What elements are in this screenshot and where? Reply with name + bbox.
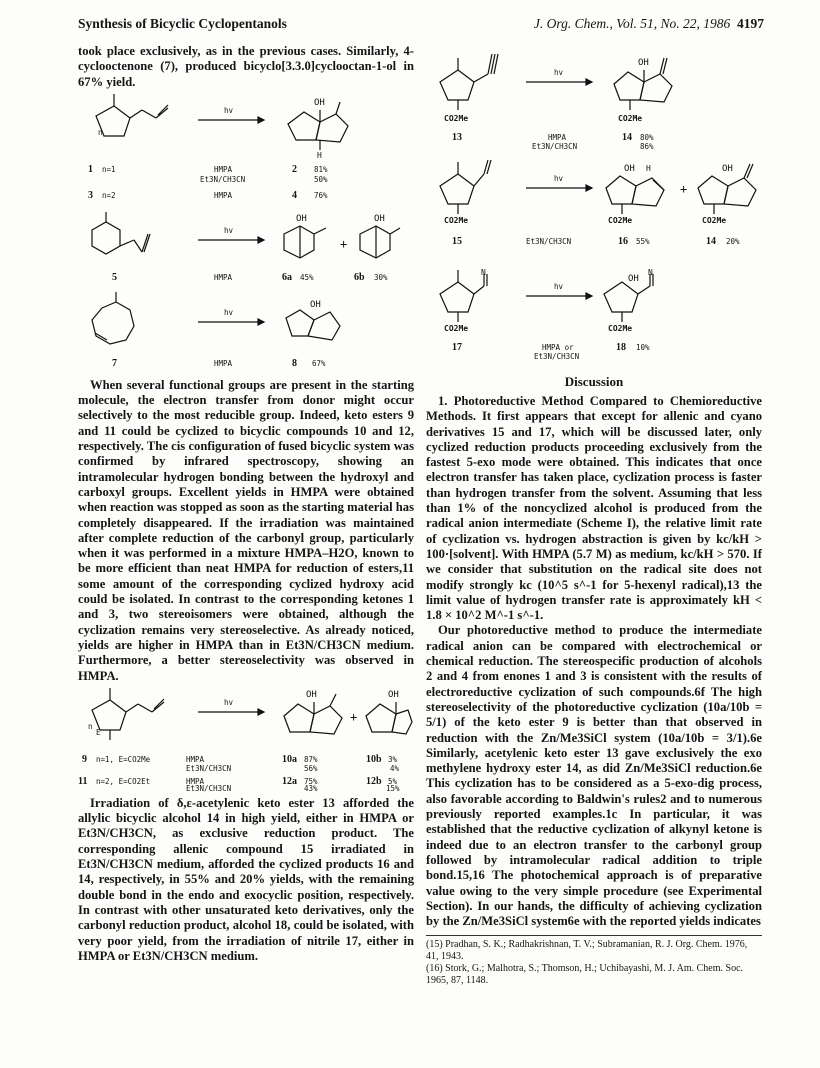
scheme1-h-label: H bbox=[317, 150, 322, 160]
scheme2-oh-label-b: OH bbox=[374, 213, 385, 224]
compound-14-yield1: 80% bbox=[640, 133, 654, 142]
section-title-discussion: Discussion bbox=[564, 374, 624, 389]
compound-10b-yield1: 3% bbox=[388, 754, 398, 764]
compound-13-ester: CO2Me bbox=[444, 114, 469, 123]
compound-15-ester: CO2Me bbox=[444, 216, 469, 225]
intro-paragraph: took place exclusively, as in the previous cases. Similarly, 4-cyclooctenone (7), produced bicyclo[3.3.0]cyclooctan-1-ol in 67% yield. bbox=[78, 44, 414, 89]
ring-size-subscript: n bbox=[98, 127, 103, 137]
scheme-nitrile bbox=[426, 268, 762, 368]
compound-10a-yield2: 56% bbox=[304, 763, 318, 773]
compound-4-yield: 76% bbox=[314, 190, 328, 200]
scheme1-hv-label: hv bbox=[224, 105, 234, 115]
scheme-enone-cyclization bbox=[78, 94, 414, 206]
compound-9-desc: n=1, E=CO2Me bbox=[96, 754, 151, 764]
compound-2-yield2: 50% bbox=[314, 174, 328, 184]
compound-12a-yield2: 43% bbox=[304, 783, 318, 793]
compound-2-yield1: 81% bbox=[314, 164, 328, 174]
compound-14b-yield: 20% bbox=[726, 237, 740, 246]
compound-1-number: 1 bbox=[88, 163, 93, 175]
scheme2-hv-label: hv bbox=[224, 225, 234, 235]
scheme-allenic bbox=[426, 160, 762, 264]
footnote-15: (15) Pradhan, S. K.; Radhakrishnan, T. V.; Subramanian, R. J. Org. Chem. 1976, 41, 1943. bbox=[426, 939, 748, 963]
compound-10a-number: 10a bbox=[282, 753, 297, 765]
scheme6-plus: + bbox=[680, 182, 688, 196]
scheme4-e-label: E bbox=[96, 727, 101, 737]
scheme-3-structures bbox=[78, 292, 414, 374]
compound-11-number: 11 bbox=[78, 775, 88, 787]
compound-2-number: 2 bbox=[292, 163, 297, 175]
acetylenic-paragraph: Irradiation of δ,ε-acetylenic keto ester 13 afforded the allylic bicyclic alcohol 14 in high yield, either in HMPA or Et3N/CH3CN, as exclusive reduction product. The corresponding allenic compound 15 irradiated in Et3N/CH3CN medium, afforded the cyclized products 16 and 14, respectively, in 55% and 20% yields, with the remaining double bond in the endo and exocyclic position, respectively. In contrast with other unsaturated keto derivatives, only the carbonyl reduction product, alcohol 18, could be isolated, with very poor yield, from the irradiation of nitrile 17, either in HMPA or Et3N/CH3CN medium. bbox=[78, 795, 414, 963]
compound-10b-number: 10b bbox=[366, 753, 382, 765]
compound-5-cond: HMPA bbox=[214, 272, 233, 282]
compound-1-cond2: Et3N/CH3CN bbox=[200, 174, 246, 184]
left-column bbox=[78, 44, 414, 964]
compound-15-cond: Et3N/CH3CN bbox=[526, 237, 572, 246]
compound-17-ester: CO2Me bbox=[444, 324, 469, 333]
compound-18-nitrogen: N bbox=[648, 268, 653, 277]
compound-6b-yield: 30% bbox=[374, 272, 388, 282]
compound-8-number: 8 bbox=[292, 357, 297, 369]
scheme-cyclooctenone bbox=[78, 292, 414, 374]
right-column bbox=[426, 40, 762, 987]
compound-14-yield2: 86% bbox=[640, 142, 654, 151]
compound-6a-number: 6a bbox=[282, 271, 292, 283]
compound-12b-number: 12b bbox=[366, 775, 382, 787]
compound-6a-yield: 45% bbox=[300, 272, 314, 282]
compound-3-ringsize: n=2 bbox=[102, 190, 116, 200]
compound-11-cond2: Et3N/CH3CN bbox=[186, 783, 232, 793]
scheme4-hv-label: hv bbox=[224, 697, 234, 707]
compound-3-cond: HMPA bbox=[214, 190, 233, 200]
compound-11-desc: n=2, E=CO2Et bbox=[96, 776, 151, 786]
compound-7-cond: HMPA bbox=[214, 358, 233, 368]
journal-citation: J. Org. Chem., Vol. 51, No. 22, 1986 bbox=[533, 16, 731, 31]
compound-12b-yield1: 5% bbox=[388, 776, 398, 786]
compound-14b-ester: CO2Me bbox=[702, 216, 727, 225]
scheme4-oh-label: OH bbox=[306, 689, 317, 700]
compound-4-number: 4 bbox=[292, 189, 297, 201]
compound-14-number: 14 bbox=[622, 132, 632, 143]
scheme5-hv-label: hv bbox=[554, 68, 564, 77]
scheme6-h-label: H bbox=[646, 164, 651, 173]
running-header-title: Synthesis of Bicyclic Cyclopentanols bbox=[78, 16, 287, 31]
compound-18-ester: CO2Me bbox=[608, 324, 633, 333]
scheme5-oh-label: OH bbox=[638, 58, 649, 68]
scheme6-oh-label: OH bbox=[624, 164, 635, 174]
scheme6-oh-label-b: OH bbox=[722, 164, 733, 174]
scheme3-oh-label: OH bbox=[310, 299, 321, 310]
compound-9-cond2: Et3N/CH3CN bbox=[186, 763, 232, 773]
compound-16-ester: CO2Me bbox=[608, 216, 633, 225]
compound-13-number: 13 bbox=[452, 132, 462, 143]
compound-14b-number: 14 bbox=[706, 236, 716, 247]
compound-17-number: 17 bbox=[452, 342, 462, 353]
compound-12b-yield2: 15% bbox=[386, 783, 400, 793]
footnote-divider bbox=[426, 935, 762, 936]
compound-16-number: 16 bbox=[618, 236, 628, 247]
compound-17-cond1: HMPA or bbox=[542, 343, 574, 352]
compound-7-number: 7 bbox=[112, 357, 117, 369]
compound-16-yield: 55% bbox=[636, 237, 650, 246]
compound-14-ester: CO2Me bbox=[618, 114, 643, 123]
scheme-cyclohexanone bbox=[78, 210, 414, 288]
footnote-16: (16) Stork, G.; Malhotra, S.; Thomson, H.; Uchibayashi, M. J. Am. Chem. Soc. 1965, 87, 1148. bbox=[426, 963, 744, 987]
compound-8-yield: 67% bbox=[312, 358, 326, 368]
compound-13-cond1: HMPA bbox=[548, 133, 567, 142]
scheme6-hv-label: hv bbox=[554, 174, 564, 183]
compound-10a-yield1: 87% bbox=[304, 754, 318, 764]
compound-1-cond1: HMPA bbox=[214, 164, 233, 174]
keto-ester-paragraph: When several functional groups are present in the starting molecule, the electron transfer from donor might occur selectively to the most reducible group. Indeed, keto esters 9 and 11 could be cyclized to bicyclic compounds 10 and 12, respectively. The cis configuration of fused bicyclic system was confirmed by infrared spectroscopy, showing an intramolecular hydrogen bonding between the hydroxyl and carboxyl groups. Excellent yields in HMPA were obtained when reaction was stopped as soon as the starting material has completely disappeared. If the irradiation was maintained after complete reduction of the carbonyl group, particularly when it was performed in a mixture HMPA–H2O, known to be more efficient than neat HMPA for reduction of esters,11 some amount of the corresponding cyclized hydroxy acid could be isolated. In contrast to the corresponding ketones 1 and 3, two stereoisomers were obtained, although the cyclization remains very stereoselective. As already noticed, yields are higher in HMPA than in Et3N/CH3CN medium. Furthermore, a better stereoselectivity was observed in HMPA. bbox=[78, 377, 414, 683]
compound-6b-number: 6b bbox=[354, 271, 365, 283]
compound-17-nitrogen: N bbox=[481, 268, 486, 277]
compound-10b-yield2: 4% bbox=[390, 763, 400, 773]
compound-13-cond2: Et3N/CH3CN bbox=[532, 142, 578, 151]
scheme-keto-esters bbox=[78, 688, 414, 792]
compound-5-number: 5 bbox=[112, 271, 117, 283]
compound-9-cond1: HMPA bbox=[186, 754, 205, 764]
compound-17-cond2: Et3N/CH3CN bbox=[534, 352, 580, 361]
compound-15-number: 15 bbox=[452, 236, 462, 247]
compound-3-number: 3 bbox=[88, 189, 93, 201]
scheme-5-structures bbox=[426, 44, 762, 156]
scheme-7-structures bbox=[426, 268, 762, 368]
scheme2-plus: + bbox=[340, 236, 348, 251]
compound-1-ringsize: n=1 bbox=[102, 164, 116, 174]
compound-12a-yield1: 75% bbox=[304, 776, 318, 786]
scheme-1-structures bbox=[78, 94, 414, 206]
scheme3-hv-label: hv bbox=[224, 307, 234, 317]
compound-11-cond1: HMPA bbox=[186, 776, 205, 786]
running-header-journal bbox=[534, 16, 764, 32]
compound-9-number: 9 bbox=[82, 753, 87, 765]
scheme7-oh-label: OH bbox=[628, 274, 639, 284]
scheme4-n-subscript: n bbox=[88, 721, 93, 731]
compound-18-number: 18 bbox=[616, 342, 626, 353]
scheme4-plus: + bbox=[350, 709, 358, 724]
page-number: 4197 bbox=[737, 16, 764, 31]
scheme7-hv-label: hv bbox=[554, 282, 564, 291]
scheme4-oh-label-b: OH bbox=[388, 689, 399, 700]
scheme2-oh-label: OH bbox=[296, 213, 307, 224]
scheme-6-structures bbox=[426, 160, 762, 264]
scheme1-oh-label: OH bbox=[314, 97, 325, 108]
discussion-paragraph-2: Our photoreductive method to produce the intermediate radical anion can be compared with electrochemical or chemical reduction. The stereospecific production of alcohols 2 and 4 from enones 1 and 3 is consistent with the results of electroreductive cyclization of such compounds.6f The high stereoselectivity of the photoreductive cyclization (10a/10b = 5/1) of the keto ester 9 is better than that observed in reduction with the Zn/Me3SiCl system (10a/10b = 3/1).6e Similarly, acetylenic keto ester 13 gave exclusively the exo methylene hydroxy ester 14, as did Zn/Me3SiCl reduction.6e This cyclization has to be considered as a 5-exo-dig process, also favorable according to Baldwin's rules2 and to numerous previously reported examples.1c In particular, it was established that the reductive cyclization of alkynyl ketone is indeed due to an electron transfer to the carbonyl group followed by intramolecular radical addition to triple bond.15,16 The photochemical approach is of preparative value owing to the very simple procedure (see Experimental Section). In our hands, the difficulty of achieving cyclization by the Zn/Me3SiCl system6e with the reported yields indicates bbox=[426, 623, 762, 929]
compound-12a-number: 12a bbox=[282, 775, 297, 787]
compound-18-yield: 10% bbox=[636, 343, 650, 352]
discussion-paragraph-1: 1. Photoreductive Method Compared to Chemioreductive Methods. It first appears that except for allenic and cyano derivatives 15 and 17, which will be discussed later, only cyclized reduction products proceeding exclusively from the fastest 5-exo mode were obtained. This indicates that once electron transfer has taken place, cyclization process is faster than hydrogen transfer from the solvent. Assuming that less than 1% of the noncyclized alcohol is produced from the radical anion intermediate (Scheme I), the relative limit rate of cyclization vs. hydrogen abstraction is given by kc/kH > 100·[solvent]. With HMPA (5.7 M) as medium, kc/kH > 570. If we consider that substitution on the radical site does not modify strongly kc (10^5 s^-1 for 5-hexenyl radical),13 the limit value of hydrogen transfer rate is approximately kH < 1.8 × 10^2 M^-1 s^-1. bbox=[426, 394, 762, 623]
scheme-acetylenic bbox=[426, 44, 762, 156]
